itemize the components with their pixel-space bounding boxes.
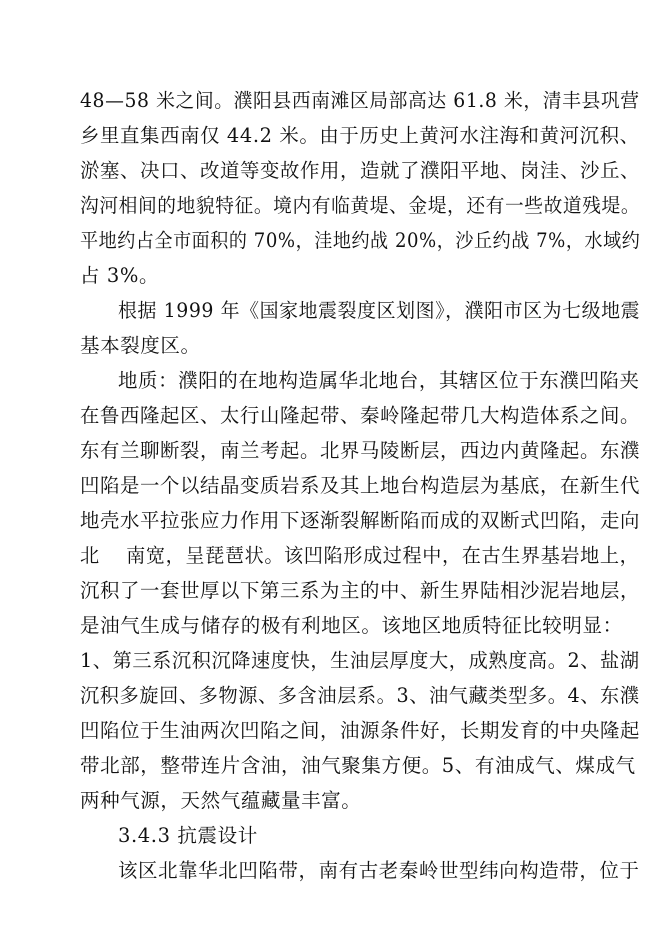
- paragraph-first-line: 该区北靠华北凹陷带，南有古老秦岭世型纬向构造带，位于: [118, 859, 640, 882]
- text-line: 基本裂度区。: [80, 334, 201, 357]
- text-line: 乡里直集西南仅 44.2 米。由于历史上黄河水注海和黄河沉积、: [80, 124, 640, 147]
- paragraph-first-line: 根据 1999 年《国家地震裂度区划图》，濮阳市区为七级地震: [118, 299, 641, 322]
- section-heading: 3.4.3 抗震设计: [118, 824, 258, 847]
- text-line: 东有兰聊断裂，南兰考起。北界马陵断层，西边内黄隆起。东濮: [80, 439, 640, 462]
- text-line: 是油气生成与储存的极有利地区。该地区地质特征比较明显：: [80, 614, 623, 637]
- text-line: 淤塞、决口、改道等变故作用，造就了濮阳平地、岗洼、沙丘、: [80, 159, 640, 182]
- text-line: 两种气源，天然气蕴藏量丰富。: [80, 789, 362, 812]
- text-line: 带北部，整带连片含油，油气聚集方便。5、有油成气、煤成气: [80, 754, 636, 777]
- text-line: 地壳水平拉张应力作用下逐渐裂解断陷而成的双断式凹陷，走向: [80, 509, 640, 532]
- text-line: 在鲁西隆起区、太行山隆起带、秦岭隆起带几大构造体系之间。: [80, 404, 640, 427]
- text-line: 1、第三系沉积沉降速度快，生油层厚度大，成熟度高。2、盐湖: [80, 649, 640, 672]
- text-line: 凹陷位于生油两次凹陷之间，油源条件好，长期发育的中央隆起: [80, 719, 640, 742]
- text-line: 凹陷是一个以结晶变质岩系及其上地台构造层为基底，在新生代: [80, 474, 640, 497]
- text-line: 沟河相间的地貌特征。境内有临黄堤、金堤，还有一些故道残堤。: [80, 194, 641, 217]
- text-line: 占 3%。: [80, 264, 160, 287]
- text-line: 沉积了一套世厚以下第三系为主的中、新生界陆相沙泥岩地层，: [80, 579, 640, 602]
- text-line: 沉积多旋回、多物源、多含油层系。3、油气藏类型多。4、东濮: [80, 684, 640, 707]
- text-line: 北 南宽，呈琵琶状。该凹陷形成过程中，在古生界基岩地上，: [80, 544, 640, 567]
- paragraph-first-line: 地质：濮阳的在地构造属华北地台，其辖区位于东濮凹陷夹: [118, 369, 640, 392]
- text-line: 平地约占全市面积的 70%，洼地约战 20%，沙丘约战 7%，水域约: [80, 229, 641, 252]
- text-line: 48—58 米之间。濮阳县西南滩区局部高达 61.8 米，清丰县巩营: [80, 89, 640, 112]
